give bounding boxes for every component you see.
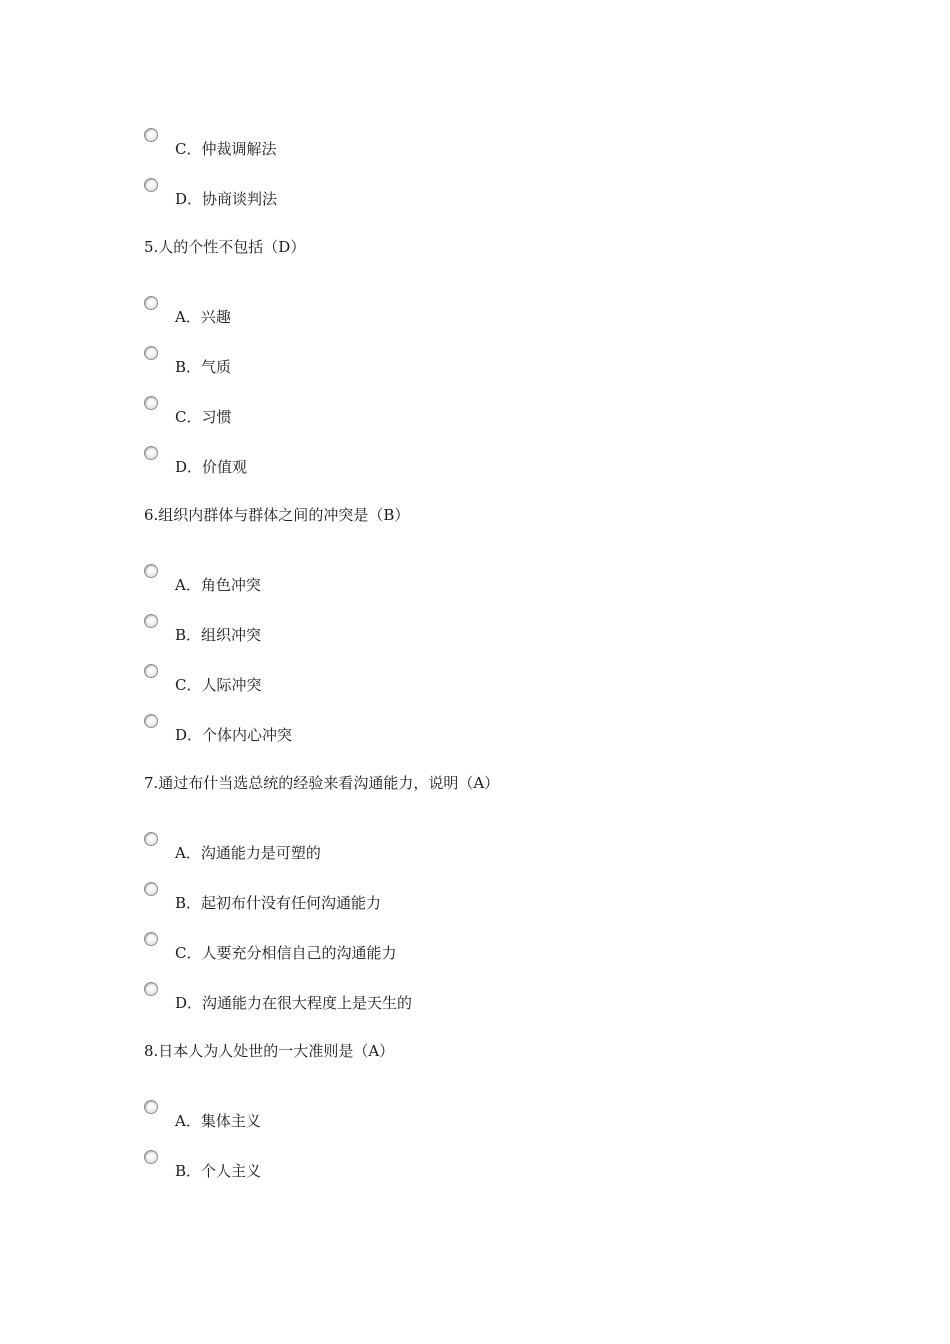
option-q7-a[interactable] bbox=[144, 832, 744, 868]
option-label: D．协商谈判法 bbox=[175, 190, 278, 208]
question-8: 8.日本人为人处世的一大准则是（A） bbox=[144, 1042, 395, 1060]
radio-button[interactable] bbox=[144, 714, 158, 728]
radio-button[interactable] bbox=[144, 982, 158, 996]
option-label: B．组织冲突 bbox=[175, 626, 262, 644]
option-label: D．个体内心冲突 bbox=[175, 726, 293, 744]
option-label: A．集体主义 bbox=[175, 1112, 261, 1130]
radio-button[interactable] bbox=[144, 1100, 158, 1114]
radio-button[interactable] bbox=[144, 664, 158, 678]
option-label: C．仲裁调解法 bbox=[175, 140, 277, 158]
option-label: B．起初布什没有任何沟通能力 bbox=[175, 894, 382, 912]
radio-button[interactable] bbox=[144, 1150, 158, 1164]
option-q4-c[interactable] bbox=[144, 128, 744, 164]
option-q5-b[interactable] bbox=[144, 346, 744, 382]
option-q6-c[interactable] bbox=[144, 664, 744, 700]
option-label: B．气质 bbox=[175, 358, 232, 376]
question-7: 7.通过布什当选总统的经验来看沟通能力，说明（A） bbox=[144, 774, 500, 792]
option-q5-d[interactable] bbox=[144, 446, 744, 482]
option-label: A．角色冲突 bbox=[175, 576, 261, 594]
option-q5-c[interactable] bbox=[144, 396, 744, 432]
radio-button[interactable] bbox=[144, 128, 158, 142]
option-q4-d[interactable] bbox=[144, 178, 744, 214]
option-q7-b[interactable] bbox=[144, 882, 744, 918]
option-q6-a[interactable] bbox=[144, 564, 744, 600]
option-label: B．个人主义 bbox=[175, 1162, 262, 1180]
question-6: 6.组织内群体与群体之间的冲突是（B） bbox=[144, 506, 410, 524]
radio-button[interactable] bbox=[144, 882, 158, 896]
question-5: 5.人的个性不包括（D） bbox=[144, 238, 306, 256]
radio-button[interactable] bbox=[144, 346, 158, 360]
radio-button[interactable] bbox=[144, 396, 158, 410]
radio-button[interactable] bbox=[144, 832, 158, 846]
option-label: A．兴趣 bbox=[175, 308, 231, 326]
radio-button[interactable] bbox=[144, 614, 158, 628]
option-q6-b[interactable] bbox=[144, 614, 744, 650]
option-label: D．价值观 bbox=[175, 458, 248, 476]
option-q6-d[interactable] bbox=[144, 714, 744, 750]
radio-button[interactable] bbox=[144, 178, 158, 192]
option-q5-a[interactable] bbox=[144, 296, 744, 332]
radio-button[interactable] bbox=[144, 446, 158, 460]
option-label: A．沟通能力是可塑的 bbox=[175, 844, 321, 862]
option-q7-c[interactable] bbox=[144, 932, 744, 968]
option-q8-a[interactable] bbox=[144, 1100, 744, 1136]
option-label: C．人要充分相信自己的沟通能力 bbox=[175, 944, 397, 962]
option-label: C．人际冲突 bbox=[175, 676, 262, 694]
option-q8-b[interactable] bbox=[144, 1150, 744, 1186]
option-label: C．习惯 bbox=[175, 408, 232, 426]
radio-button[interactable] bbox=[144, 932, 158, 946]
option-label: D．沟通能力在很大程度上是天生的 bbox=[175, 994, 413, 1012]
option-q7-d[interactable] bbox=[144, 982, 744, 1018]
radio-button[interactable] bbox=[144, 564, 158, 578]
radio-button[interactable] bbox=[144, 296, 158, 310]
